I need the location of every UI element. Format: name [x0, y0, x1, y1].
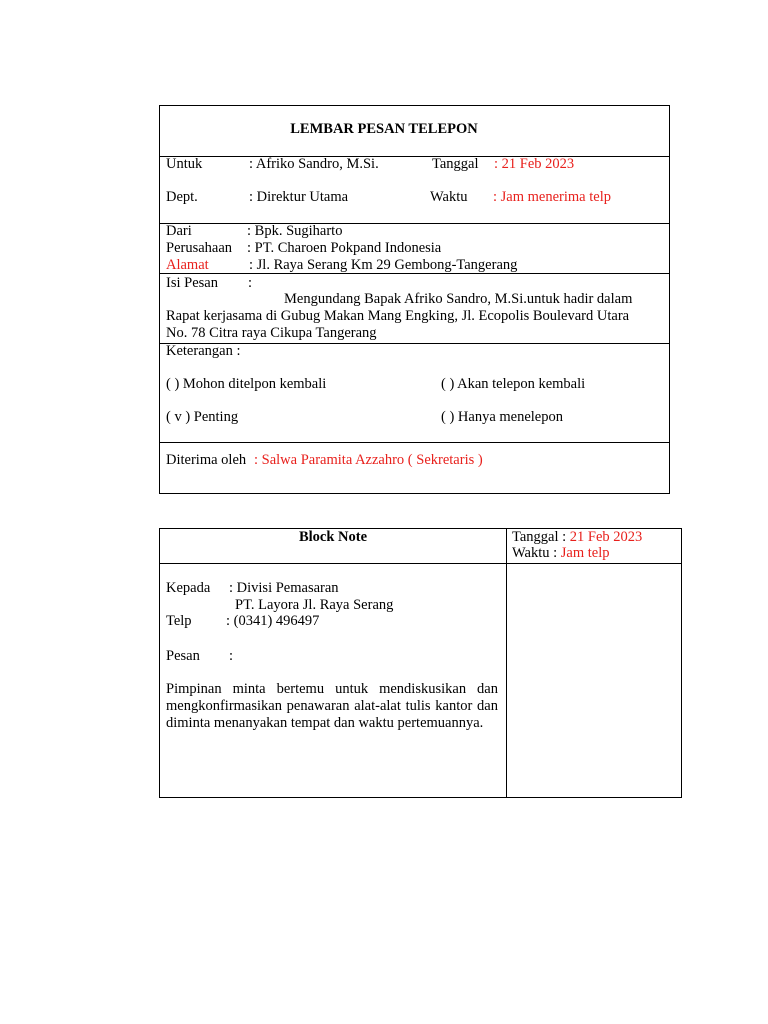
- keterangan-label: Keterangan :: [166, 343, 241, 359]
- divider: [160, 442, 669, 443]
- alamat-label: Alamat: [166, 257, 209, 273]
- block-note-tanggal: [512, 529, 642, 546]
- isi-pesan-colon: :: [248, 275, 253, 291]
- option-penting[interactable]: ( v ) Penting: [166, 409, 239, 425]
- kepada-value-2: PT. Layora Jl. Raya Serang: [235, 597, 394, 613]
- divider: [160, 563, 681, 564]
- diterima-value: : Salwa Paramita Azzahro ( Sekretaris ): [254, 452, 483, 468]
- isi-pesan-line-1: Mengundang Bapak Afriko Sandro, M.Si.untuk hadir dalam: [284, 291, 633, 307]
- pesan-colon: :: [229, 648, 234, 664]
- block-note-tanggal-value: 21 Feb 2023: [566, 529, 643, 545]
- option-hanya-menelepon[interactable]: ( ) Hanya menelepon: [441, 409, 563, 425]
- divider: [160, 223, 669, 224]
- kepada-value: : Divisi Pemasaran: [229, 580, 339, 596]
- form-title: LEMBAR PESAN TELEPON: [290, 121, 478, 137]
- perusahaan-label: Perusahaan: [166, 240, 233, 256]
- column-divider: [506, 529, 507, 797]
- waktu-label: Waktu: [430, 189, 468, 205]
- telp-value: : (0341) 496497: [226, 613, 320, 629]
- kepada-label: Kepada: [166, 580, 211, 596]
- tanggal-value: : 21 Feb 2023: [494, 156, 575, 172]
- alamat-value: : Jl. Raya Serang Km 29 Gembong-Tangerang: [249, 257, 518, 273]
- pesan-label: Pesan: [166, 648, 200, 664]
- perusahaan-value: : PT. Charoen Pokpand Indonesia: [247, 240, 442, 256]
- untuk-label: Untuk: [166, 156, 203, 172]
- tanggal-label: Tanggal: [432, 156, 479, 172]
- block-note-waktu: [512, 545, 610, 562]
- pesan-text: Pimpinan minta bertemu untuk mendiskusikan dan mengkonfirmasikan penawaran alat-alat tulis kantor dan diminta menanyakan tempat dan waktu pertemuannya.: [166, 681, 498, 731]
- option-mohon-ditelpon[interactable]: ( ) Mohon ditelpon kembali: [166, 376, 327, 392]
- telp-label: Telp: [166, 613, 192, 629]
- block-note-tanggal-label: Tanggal :: [512, 529, 567, 545]
- isi-pesan-label: Isi Pesan: [166, 275, 218, 291]
- diterima-label: Diterima oleh: [166, 452, 247, 468]
- dari-label: Dari: [166, 223, 192, 239]
- waktu-value: : Jam menerima telp: [493, 189, 611, 205]
- block-note-title: Block Note: [298, 529, 368, 545]
- option-akan-telepon[interactable]: ( ) Akan telepon kembali: [441, 376, 586, 392]
- dept-label: Dept.: [166, 189, 198, 205]
- isi-pesan-line-2: Rapat kerjasama di Gubug Makan Mang Engking, Jl. Ecopolis Boulevard Utara: [166, 308, 630, 324]
- isi-pesan-line-3: No. 78 Citra raya Cikupa Tangerang: [166, 325, 377, 341]
- block-note-form: [159, 528, 682, 798]
- dari-value: : Bpk. Sugiharto: [247, 223, 343, 239]
- block-note-waktu-value: Jam telp: [557, 545, 610, 561]
- divider: [160, 156, 669, 157]
- block-note-waktu-label: Waktu :: [512, 545, 558, 561]
- dept-value: : Direktur Utama: [249, 189, 349, 205]
- untuk-value: : Afriko Sandro, M.Si.: [249, 156, 379, 172]
